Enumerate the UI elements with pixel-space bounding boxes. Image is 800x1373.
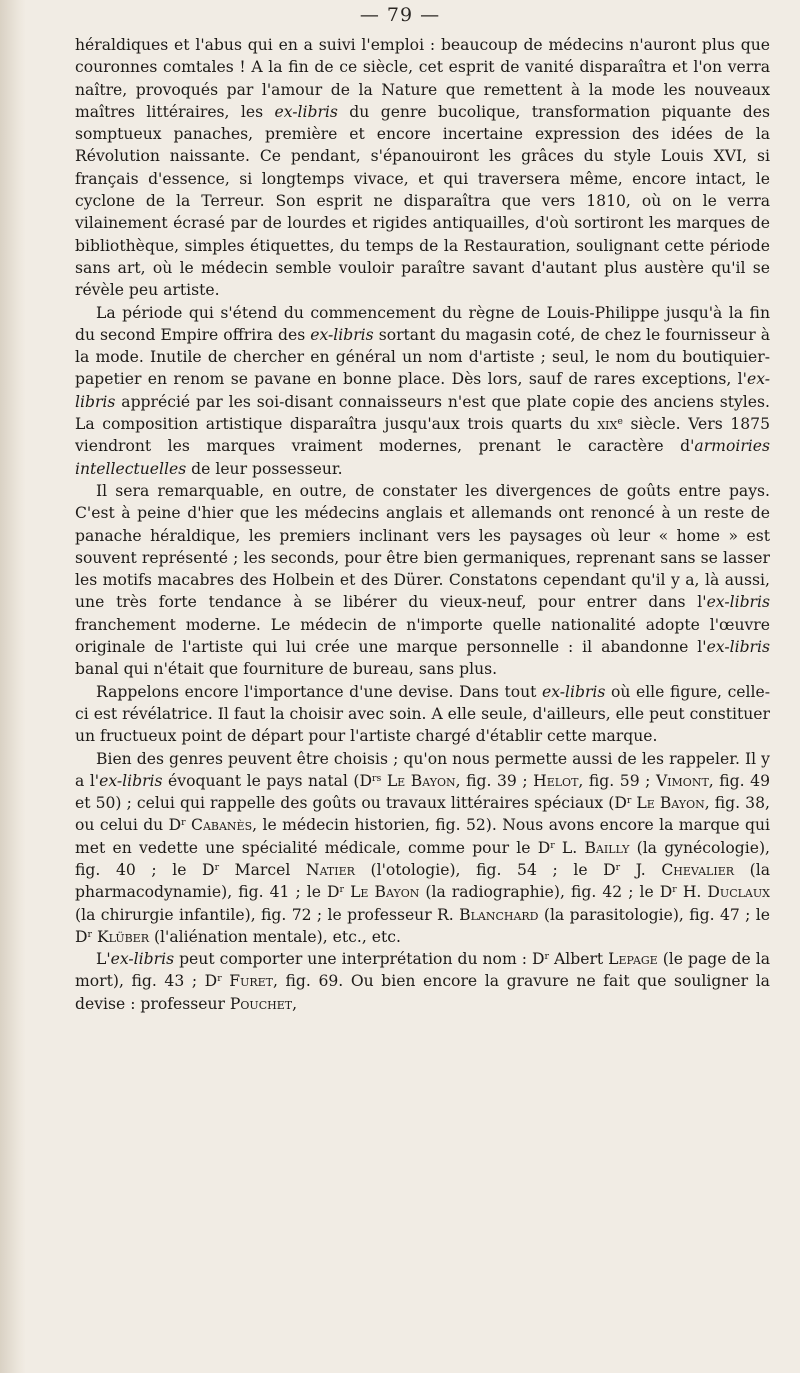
page-binding-shadow xyxy=(0,0,26,1373)
paragraph-1: héraldiques et l'abus qui en a suivi l'emploi : beaucoup de médecins n'auront plus que couronnes comtales ! A la fin de ce siècle, cet esprit de vanité disparaîtra et l'on verra naître, provoqués par l'amour de la Nature que remettent à la mode les nouveaux maîtres littéraires, les ex-libris du genre bucolique, transformation piquante des somptueux panaches, première et encore incertaine expression des idées de la Révolution naissante. Ce pendant, s'épanouiront les grâces du style Louis XVI, si français d'essence, si longtemps vivace, et qui traversera même, encore intact, le cyclone de la Terreur. Son esprit ne disparaîtra que vers 1810, où on le verra vilainement écrasé par de lourdes et rigides antiquailles, d'où sortiront les marques de bibliothèque, simples étiquettes, du temps de la Restauration, soulignant cette période sans art, où le médecin semble vouloir paraître savant d'autant plus austère qu'il se révèle peu artiste. xyxy=(75,36,770,300)
page-number: — 79 — xyxy=(359,4,441,26)
paragraph-4: Rappelons encore l'importance d'une devise. Dans tout ex-libris où elle figure, celle-ci est révélatrice. Il faut la choisir avec soin. A elle seule, d'ailleurs, elle peut constituer un fructueux point de départ pour l'artiste chargé d'établir cette marque. xyxy=(75,682,770,746)
body-text xyxy=(75,34,770,1015)
paragraph-3: Il sera remarquable, en outre, de constater les divergences de goûts entre pays. C'est à peine d'hier que les médecins anglais et allemands ont renoncé à un reste de panache héraldique, les premiers inclinant vers les paysages où leur « home » est souvent représenté ; les seconds, pour être bien germaniques, reprenant sans se lasser les motifs macabres des Holbein et des Dürer. Constatons cependant qu'il y a, là aussi, une très forte tendance à se libérer du vieux-neuf, pour entrer dans l'ex-libris franchement moderne. Le médecin de n'importe quelle nationalité adopte l'œuvre originale de l'artiste qui lui crée une marque personnelle : il abandonne l'ex-libris banal qui n'était que fourniture de bureau, sans plus. xyxy=(75,481,770,679)
paragraph-5: Bien des genres peuvent être choisis ; qu'on nous permette aussi de les rappeler. Il y a l'ex-libris évoquant le pays natal ($D^{rs}$ Le Bayon, fig. 39 ; Helot, fig. 59 ; Vimont, fig. 49 et 50) ; celui qui rappelle des goûts ou travaux littéraires spéciaux ($D^r$ Le Bayon, fig. 38, ou celui du $D^r$ Cabanès, le médecin historien, fig. 52). Nous avons encore la marque qui met en vedette une spécialité médicale, comme pour le $D^r$ L. Bailly (la gynécologie), fig. 40 ; le $D^r$ Marcel Natier (l'otologie), fig. 54 ; le $D^r$ J. Chevalier (la pharmacodynamie), fig. 41 ; le $D^r$ Le Bayon (la radiographie), fig. 42 ; le $D^r$ H. Duclaux (la chirurgie infantile), fig. 72 ; le professeur R. Blanchard (la parasitologie), fig. 47 ; le $D^r$ Klüber (l'aliénation mentale), etc., etc. xyxy=(75,749,770,946)
paragraph-2: La période qui s'étend du commencement du règne de Louis-Philippe jusqu'à la fin du second Empire offrira des ex-libris sortant du magasin coté, de chez le fournisseur à la mode. Inutile de chercher en général un nom d'artiste ; seul, le nom du boutiquier-papetier en renom se pavane en bonne place. Dès lors, sauf de rares exceptions, l'ex-libris apprécié par les soi-disant connaisseurs n'est que plate copie des anciens styles. La composition artistique disparaîtra jusqu'aux trois quarts du xix$^e$ siècle. Vers 1875 viendront les marques vraiment modernes, prenant le caractère d'armoiries intellectuelles de leur possesseur. xyxy=(75,303,770,478)
paragraph-6: L'ex-libris peut comporter une interprétation du nom : $D^r$ Albert Lepage (le page de la mort), fig. 43 ; $D^r$ Furet, fig. 69. Ou bien encore la gravure ne fait que souligner la devise : professeur Pouchet, xyxy=(75,950,771,1013)
